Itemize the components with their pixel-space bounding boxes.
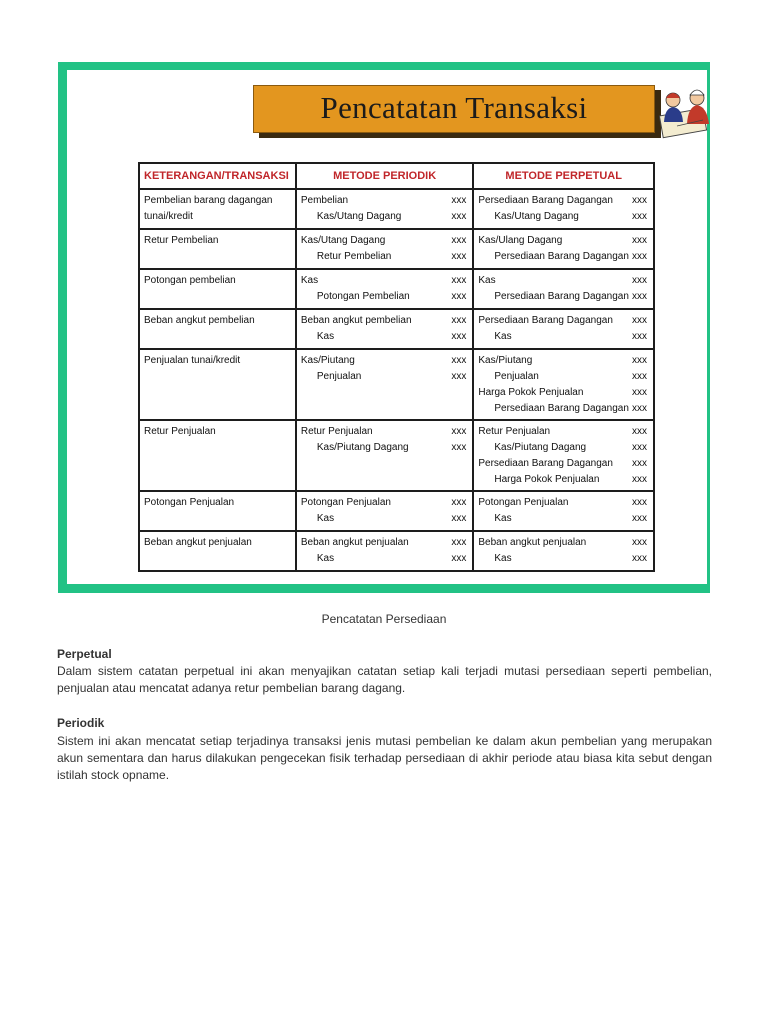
journal-line bbox=[478, 329, 649, 345]
amount: xxx bbox=[632, 195, 647, 206]
journal-line bbox=[478, 401, 649, 417]
amount: xxx bbox=[632, 403, 647, 414]
amount: xxx bbox=[451, 291, 467, 302]
periodik-entry bbox=[296, 189, 474, 229]
amount: xxx bbox=[632, 553, 647, 564]
perpetual-entry bbox=[473, 420, 654, 491]
amount: xxx bbox=[451, 315, 467, 326]
amount: xxx bbox=[632, 235, 647, 246]
account-name: Kas bbox=[494, 331, 512, 342]
amount: xxx bbox=[632, 331, 647, 342]
transaction-description: Potongan Penjualan bbox=[139, 491, 296, 531]
amount: xxx bbox=[451, 211, 467, 222]
account-name: Kas/Piutang bbox=[478, 355, 533, 366]
amount: xxx bbox=[451, 235, 467, 246]
journal-line bbox=[301, 424, 469, 440]
account-name: Kas bbox=[494, 513, 512, 524]
account-name: Kas bbox=[300, 275, 319, 286]
perpetual-entry bbox=[473, 349, 654, 420]
amount: xxx bbox=[632, 513, 647, 524]
section-heading-periodik: Periodik bbox=[57, 716, 105, 730]
periodik-entry bbox=[296, 420, 474, 491]
account-name: Potongan Pembelian bbox=[316, 291, 410, 302]
amount: xxx bbox=[632, 355, 647, 366]
amount: xxx bbox=[451, 442, 467, 453]
table-header-row bbox=[139, 163, 654, 189]
journal-line bbox=[301, 249, 469, 265]
journal-line bbox=[301, 209, 469, 225]
account-name: Kas/Ulang Dagang bbox=[478, 235, 563, 246]
amount: xxx bbox=[632, 442, 647, 453]
header-periodik: METODE PERIODIK bbox=[296, 163, 474, 189]
journal-line bbox=[478, 353, 649, 369]
perpetual-entry bbox=[473, 491, 654, 531]
journal-line bbox=[301, 440, 469, 456]
amount: xxx bbox=[632, 426, 647, 437]
journal-line bbox=[301, 233, 469, 249]
journal-line bbox=[478, 472, 649, 488]
transaction-description: Pembelian barang dagangan tunai/kredit bbox=[139, 189, 296, 229]
periodik-entry bbox=[296, 269, 474, 309]
table-row bbox=[139, 189, 654, 229]
journal-line bbox=[478, 369, 649, 385]
section-heading-perpetual: Perpetual bbox=[57, 647, 112, 661]
journal-line bbox=[478, 249, 649, 265]
transaction-description: Retur Pembelian bbox=[139, 229, 296, 269]
figure-caption: Pencatatan Persediaan bbox=[321, 612, 447, 626]
section-body-perpetual: Dalam sistem catatan perpetual ini akan menyajikan catatan setiap kali terjadi mutasi persediaan seperti pembelian, penjualan atau mencatat adanya retur pembelian barang dagang. bbox=[57, 664, 712, 695]
journal-line bbox=[301, 369, 469, 385]
journal-line bbox=[478, 424, 649, 440]
journal-line bbox=[478, 495, 649, 511]
account-name: Kas bbox=[316, 331, 335, 342]
account-name: Kas/Piutang bbox=[300, 355, 355, 366]
journal-line bbox=[301, 329, 469, 345]
table-row bbox=[139, 309, 654, 349]
amount: xxx bbox=[632, 315, 647, 326]
amount: xxx bbox=[632, 211, 647, 222]
amount: xxx bbox=[451, 195, 467, 206]
journal-line bbox=[478, 233, 649, 249]
account-name: Harga Pokok Penjualan bbox=[478, 387, 584, 398]
periodik-entry bbox=[296, 349, 474, 420]
account-name: Beban angkut penjualan bbox=[300, 537, 409, 548]
account-name: Kas/Utang Dagang bbox=[494, 211, 579, 222]
journal-line bbox=[478, 289, 649, 305]
journal-line bbox=[478, 551, 649, 567]
periodik-entry bbox=[296, 229, 474, 269]
perpetual-entry bbox=[473, 269, 654, 309]
account-name: Beban angkut penjualan bbox=[478, 537, 587, 548]
perpetual-entry bbox=[473, 189, 654, 229]
account-name: Kas bbox=[316, 553, 335, 564]
amount: xxx bbox=[632, 537, 647, 548]
journal-line bbox=[478, 193, 649, 209]
workers-blueprint-illustration bbox=[657, 82, 717, 142]
account-name: Persediaan Barang Dagangan bbox=[478, 195, 613, 206]
perpetual-entry bbox=[473, 531, 654, 571]
header-perpetual: METODE PERPETUAL bbox=[473, 163, 654, 189]
amount: xxx bbox=[632, 371, 647, 382]
account-name: Penjualan bbox=[316, 371, 362, 382]
amount: xxx bbox=[451, 513, 467, 524]
amount: xxx bbox=[451, 553, 467, 564]
perpetual-entry bbox=[473, 309, 654, 349]
transaction-description: Potongan pembelian bbox=[139, 269, 296, 309]
amount: xxx bbox=[451, 331, 467, 342]
amount: xxx bbox=[451, 355, 467, 366]
transaction-description: Beban angkut pembelian bbox=[139, 309, 296, 349]
account-name: Kas bbox=[494, 553, 512, 564]
journal-line bbox=[301, 273, 469, 289]
table-row bbox=[139, 420, 654, 491]
account-name: Beban angkut pembelian bbox=[300, 315, 412, 326]
amount: xxx bbox=[632, 387, 647, 398]
figure-title: Pencatatan Transaksi bbox=[320, 90, 588, 125]
perpetual-entry bbox=[473, 229, 654, 269]
table-row bbox=[139, 349, 654, 420]
journal-line bbox=[301, 353, 469, 369]
account-name: Harga Pokok Penjualan bbox=[494, 474, 600, 485]
account-name: Persediaan Barang Dagangan bbox=[478, 458, 613, 469]
account-name: Retur Pembelian bbox=[316, 251, 392, 262]
account-name: Persediaan Barang Dagangan bbox=[494, 291, 629, 302]
account-name: Pembelian bbox=[300, 195, 349, 206]
journal-line bbox=[478, 535, 649, 551]
amount: xxx bbox=[632, 275, 647, 286]
amount: xxx bbox=[451, 426, 467, 437]
table-row bbox=[139, 229, 654, 269]
transaction-table bbox=[138, 162, 655, 572]
journal-line bbox=[301, 495, 469, 511]
amount: xxx bbox=[632, 458, 647, 469]
title-banner bbox=[253, 85, 655, 133]
amount: xxx bbox=[632, 291, 647, 302]
account-name: Persediaan Barang Dagangan bbox=[478, 315, 613, 326]
transaction-figure bbox=[58, 62, 710, 593]
table-row bbox=[139, 269, 654, 309]
account-name: Kas bbox=[478, 275, 496, 286]
journal-line bbox=[478, 511, 649, 527]
account-name: Kas/Utang Dagang bbox=[300, 235, 386, 246]
transaction-description: Retur Penjualan bbox=[139, 420, 296, 491]
account-name: Potongan Penjualan bbox=[300, 497, 391, 508]
journal-line bbox=[478, 440, 649, 456]
header-keterangan: KETERANGAN/TRANSAKSI bbox=[139, 163, 296, 189]
account-name: Kas bbox=[316, 513, 335, 524]
account-name: Kas/Utang Dagang bbox=[316, 211, 402, 222]
transaction-description: Penjualan tunai/kredit bbox=[139, 349, 296, 420]
account-name: Persediaan Barang Dagangan bbox=[494, 251, 629, 262]
journal-line bbox=[478, 313, 649, 329]
transaction-description: Beban angkut penjualan bbox=[139, 531, 296, 571]
amount: xxx bbox=[451, 275, 467, 286]
journal-line bbox=[301, 193, 469, 209]
journal-line bbox=[301, 289, 469, 305]
table-row bbox=[139, 531, 654, 571]
amount: xxx bbox=[632, 497, 647, 508]
journal-line bbox=[478, 385, 649, 401]
journal-line bbox=[478, 456, 649, 472]
section-body-periodik: Sistem ini akan mencatat setiap terjadinya transaksi jenis mutasi pembelian ke dalam akun pembelian yang merupakan akun sementara dan harus dilakukan pengecekan fisik terhadap persediaan di akhir periode atau biasa kita sebut dengan istilah stock opname. bbox=[57, 734, 712, 782]
account-name: Kas/Piutang Dagang bbox=[316, 442, 409, 453]
periodik-entry bbox=[296, 491, 474, 531]
figure-panel bbox=[67, 70, 707, 584]
journal-line bbox=[478, 209, 649, 225]
account-name: Retur Penjualan bbox=[478, 426, 551, 437]
account-name: Persediaan Barang Dagangan bbox=[494, 403, 629, 414]
journal-line bbox=[478, 273, 649, 289]
amount: xxx bbox=[632, 251, 647, 262]
journal-line bbox=[301, 535, 469, 551]
journal-line bbox=[301, 313, 469, 329]
account-name: Retur Penjualan bbox=[300, 426, 373, 437]
amount: xxx bbox=[632, 474, 647, 485]
amount: xxx bbox=[451, 371, 467, 382]
account-name: Kas/Piutang Dagang bbox=[494, 442, 587, 453]
account-name: Penjualan bbox=[494, 371, 539, 382]
periodik-entry bbox=[296, 309, 474, 349]
account-name: Potongan Penjualan bbox=[478, 497, 569, 508]
amount: xxx bbox=[451, 251, 467, 262]
amount: xxx bbox=[451, 537, 467, 548]
journal-line bbox=[301, 551, 469, 567]
amount: xxx bbox=[451, 497, 467, 508]
journal-line bbox=[301, 511, 469, 527]
periodik-entry bbox=[296, 531, 474, 571]
table-row bbox=[139, 491, 654, 531]
